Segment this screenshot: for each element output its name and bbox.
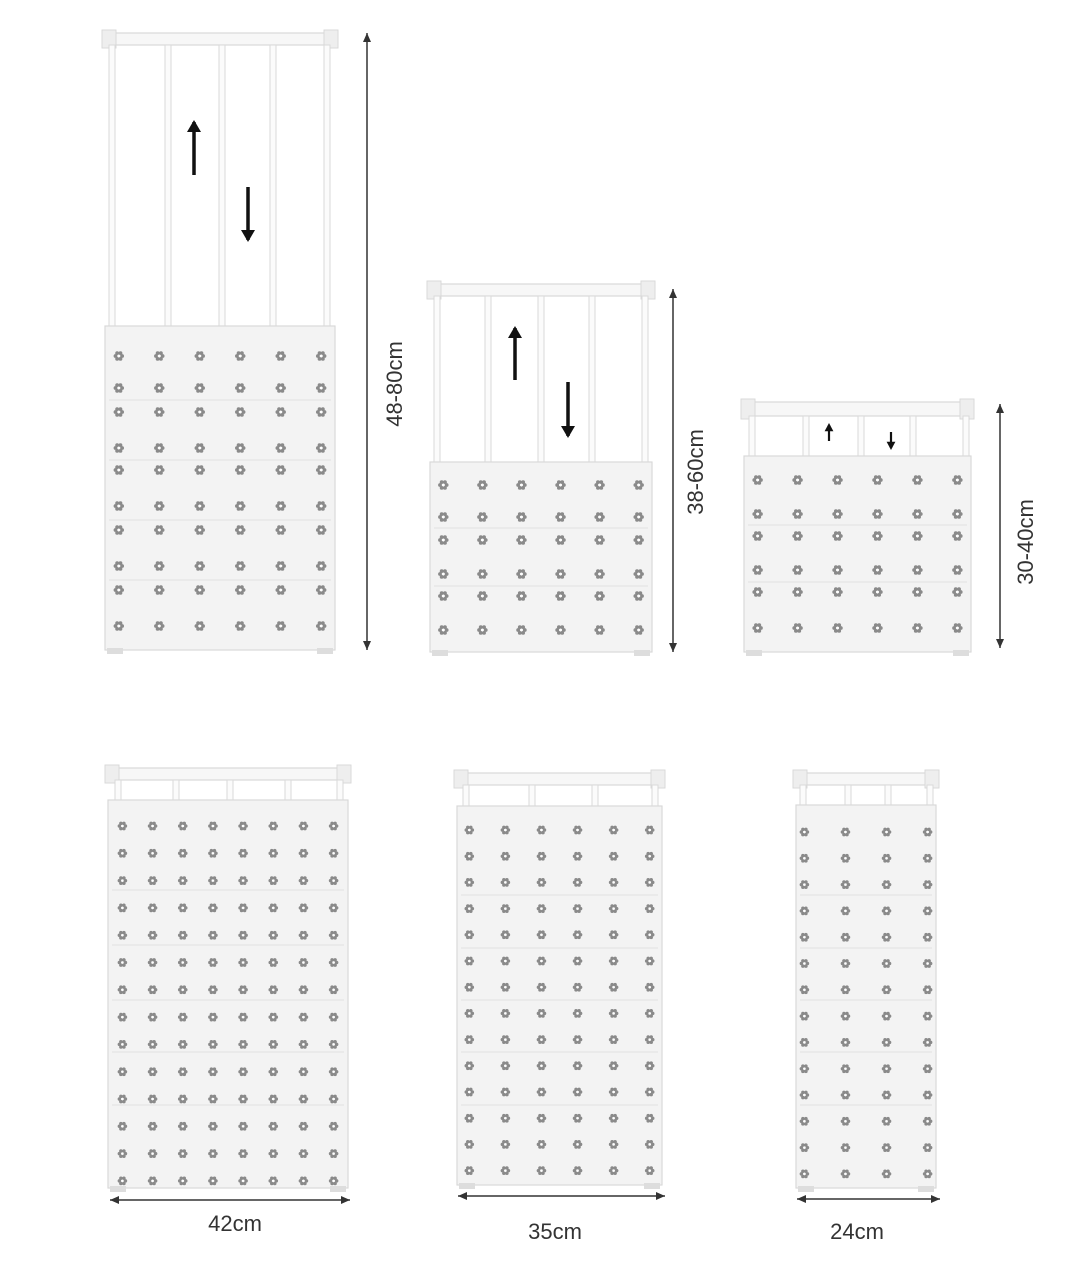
- arrow-up-icon: [508, 326, 522, 338]
- width-dim-42-arrowhead-right: [341, 1196, 350, 1204]
- width-dim-24-arrowhead-left: [797, 1195, 806, 1203]
- bottom-42-top-rail: [108, 768, 348, 780]
- top-small-foot-right: [953, 650, 969, 656]
- top-small-foot-left: [746, 650, 762, 656]
- bottom-42-post: [285, 780, 291, 800]
- top-small-post: [858, 416, 864, 456]
- bottom-42-foot-left: [110, 1186, 126, 1192]
- height-dim-large-arrowhead-bottom: [363, 641, 371, 650]
- width-label-24: 24cm: [830, 1219, 884, 1244]
- bottom-35-post: [652, 785, 658, 806]
- top-large-panel: [105, 326, 335, 650]
- height-label-small: 30-40cm: [1013, 499, 1038, 585]
- top-large-post: [219, 45, 225, 326]
- bottom-35-top-rail: [457, 773, 662, 785]
- bottom-42-post: [227, 780, 233, 800]
- top-medium-post: [642, 296, 648, 462]
- top-large-post: [165, 45, 171, 326]
- top-small-top-rail: [744, 402, 971, 416]
- top-medium-post: [485, 296, 491, 462]
- arrow-down-icon: [561, 426, 575, 438]
- width-label-42: 42cm: [208, 1211, 262, 1236]
- bottom-24-post: [800, 785, 806, 805]
- top-small-post: [963, 416, 969, 456]
- width-dim-42-arrowhead-left: [110, 1196, 119, 1204]
- top-medium-foot-right: [634, 650, 650, 656]
- top-medium-top-rail: [430, 284, 652, 296]
- top-medium-panel: [430, 462, 652, 652]
- bottom-42-panel: [108, 800, 348, 1188]
- height-dim-small-arrowhead-bottom: [996, 639, 1004, 648]
- bottom-35-foot-left: [459, 1183, 475, 1189]
- bottom-35-foot-right: [644, 1183, 660, 1189]
- bottom-35-post: [463, 785, 469, 806]
- bottom-42-post: [173, 780, 179, 800]
- top-medium-post: [434, 296, 440, 462]
- top-large-post: [324, 45, 330, 326]
- bottom-35-post: [592, 785, 598, 806]
- width-dim-24-arrowhead-right: [931, 1195, 940, 1203]
- arrow-up-icon: [825, 423, 834, 431]
- top-small-post: [749, 416, 755, 456]
- bottom-24-post: [885, 785, 891, 805]
- height-label-large: 48-80cm: [382, 341, 407, 427]
- top-small-post: [803, 416, 809, 456]
- top-large-foot-right: [317, 648, 333, 654]
- arrow-up-icon: [187, 120, 201, 132]
- top-small-post: [910, 416, 916, 456]
- bottom-24-post: [927, 785, 933, 805]
- bottom-35-panel: [457, 806, 662, 1185]
- bottom-24-post: [845, 785, 851, 805]
- bottom-24-foot-right: [918, 1186, 934, 1192]
- bottom-35-post: [529, 785, 535, 806]
- height-dim-medium-arrowhead-top: [669, 289, 677, 298]
- top-large-post: [109, 45, 115, 326]
- top-medium-foot-left: [432, 650, 448, 656]
- bottom-24-top-rail: [796, 773, 936, 785]
- bottom-42-foot-right: [330, 1186, 346, 1192]
- arrow-down-icon: [887, 442, 896, 450]
- top-medium-post: [589, 296, 595, 462]
- bottom-24-foot-left: [798, 1186, 814, 1192]
- height-label-medium: 38-60cm: [683, 429, 708, 515]
- height-dim-medium-arrowhead-bottom: [669, 643, 677, 652]
- top-small-panel: [744, 456, 971, 652]
- width-dim-35-arrowhead-left: [458, 1192, 467, 1200]
- width-label-35: 35cm: [528, 1219, 582, 1244]
- bottom-42-post: [337, 780, 343, 800]
- arrow-down-icon: [241, 230, 255, 242]
- width-dim-35-arrowhead-right: [656, 1192, 665, 1200]
- top-large-top-rail: [105, 33, 335, 45]
- bottom-42-post: [115, 780, 121, 800]
- top-large-foot-left: [107, 648, 123, 654]
- top-medium-post: [538, 296, 544, 462]
- height-dim-small-arrowhead-top: [996, 404, 1004, 413]
- height-dim-large-arrowhead-top: [363, 33, 371, 42]
- bottom-24-panel: [796, 805, 936, 1188]
- top-large-post: [270, 45, 276, 326]
